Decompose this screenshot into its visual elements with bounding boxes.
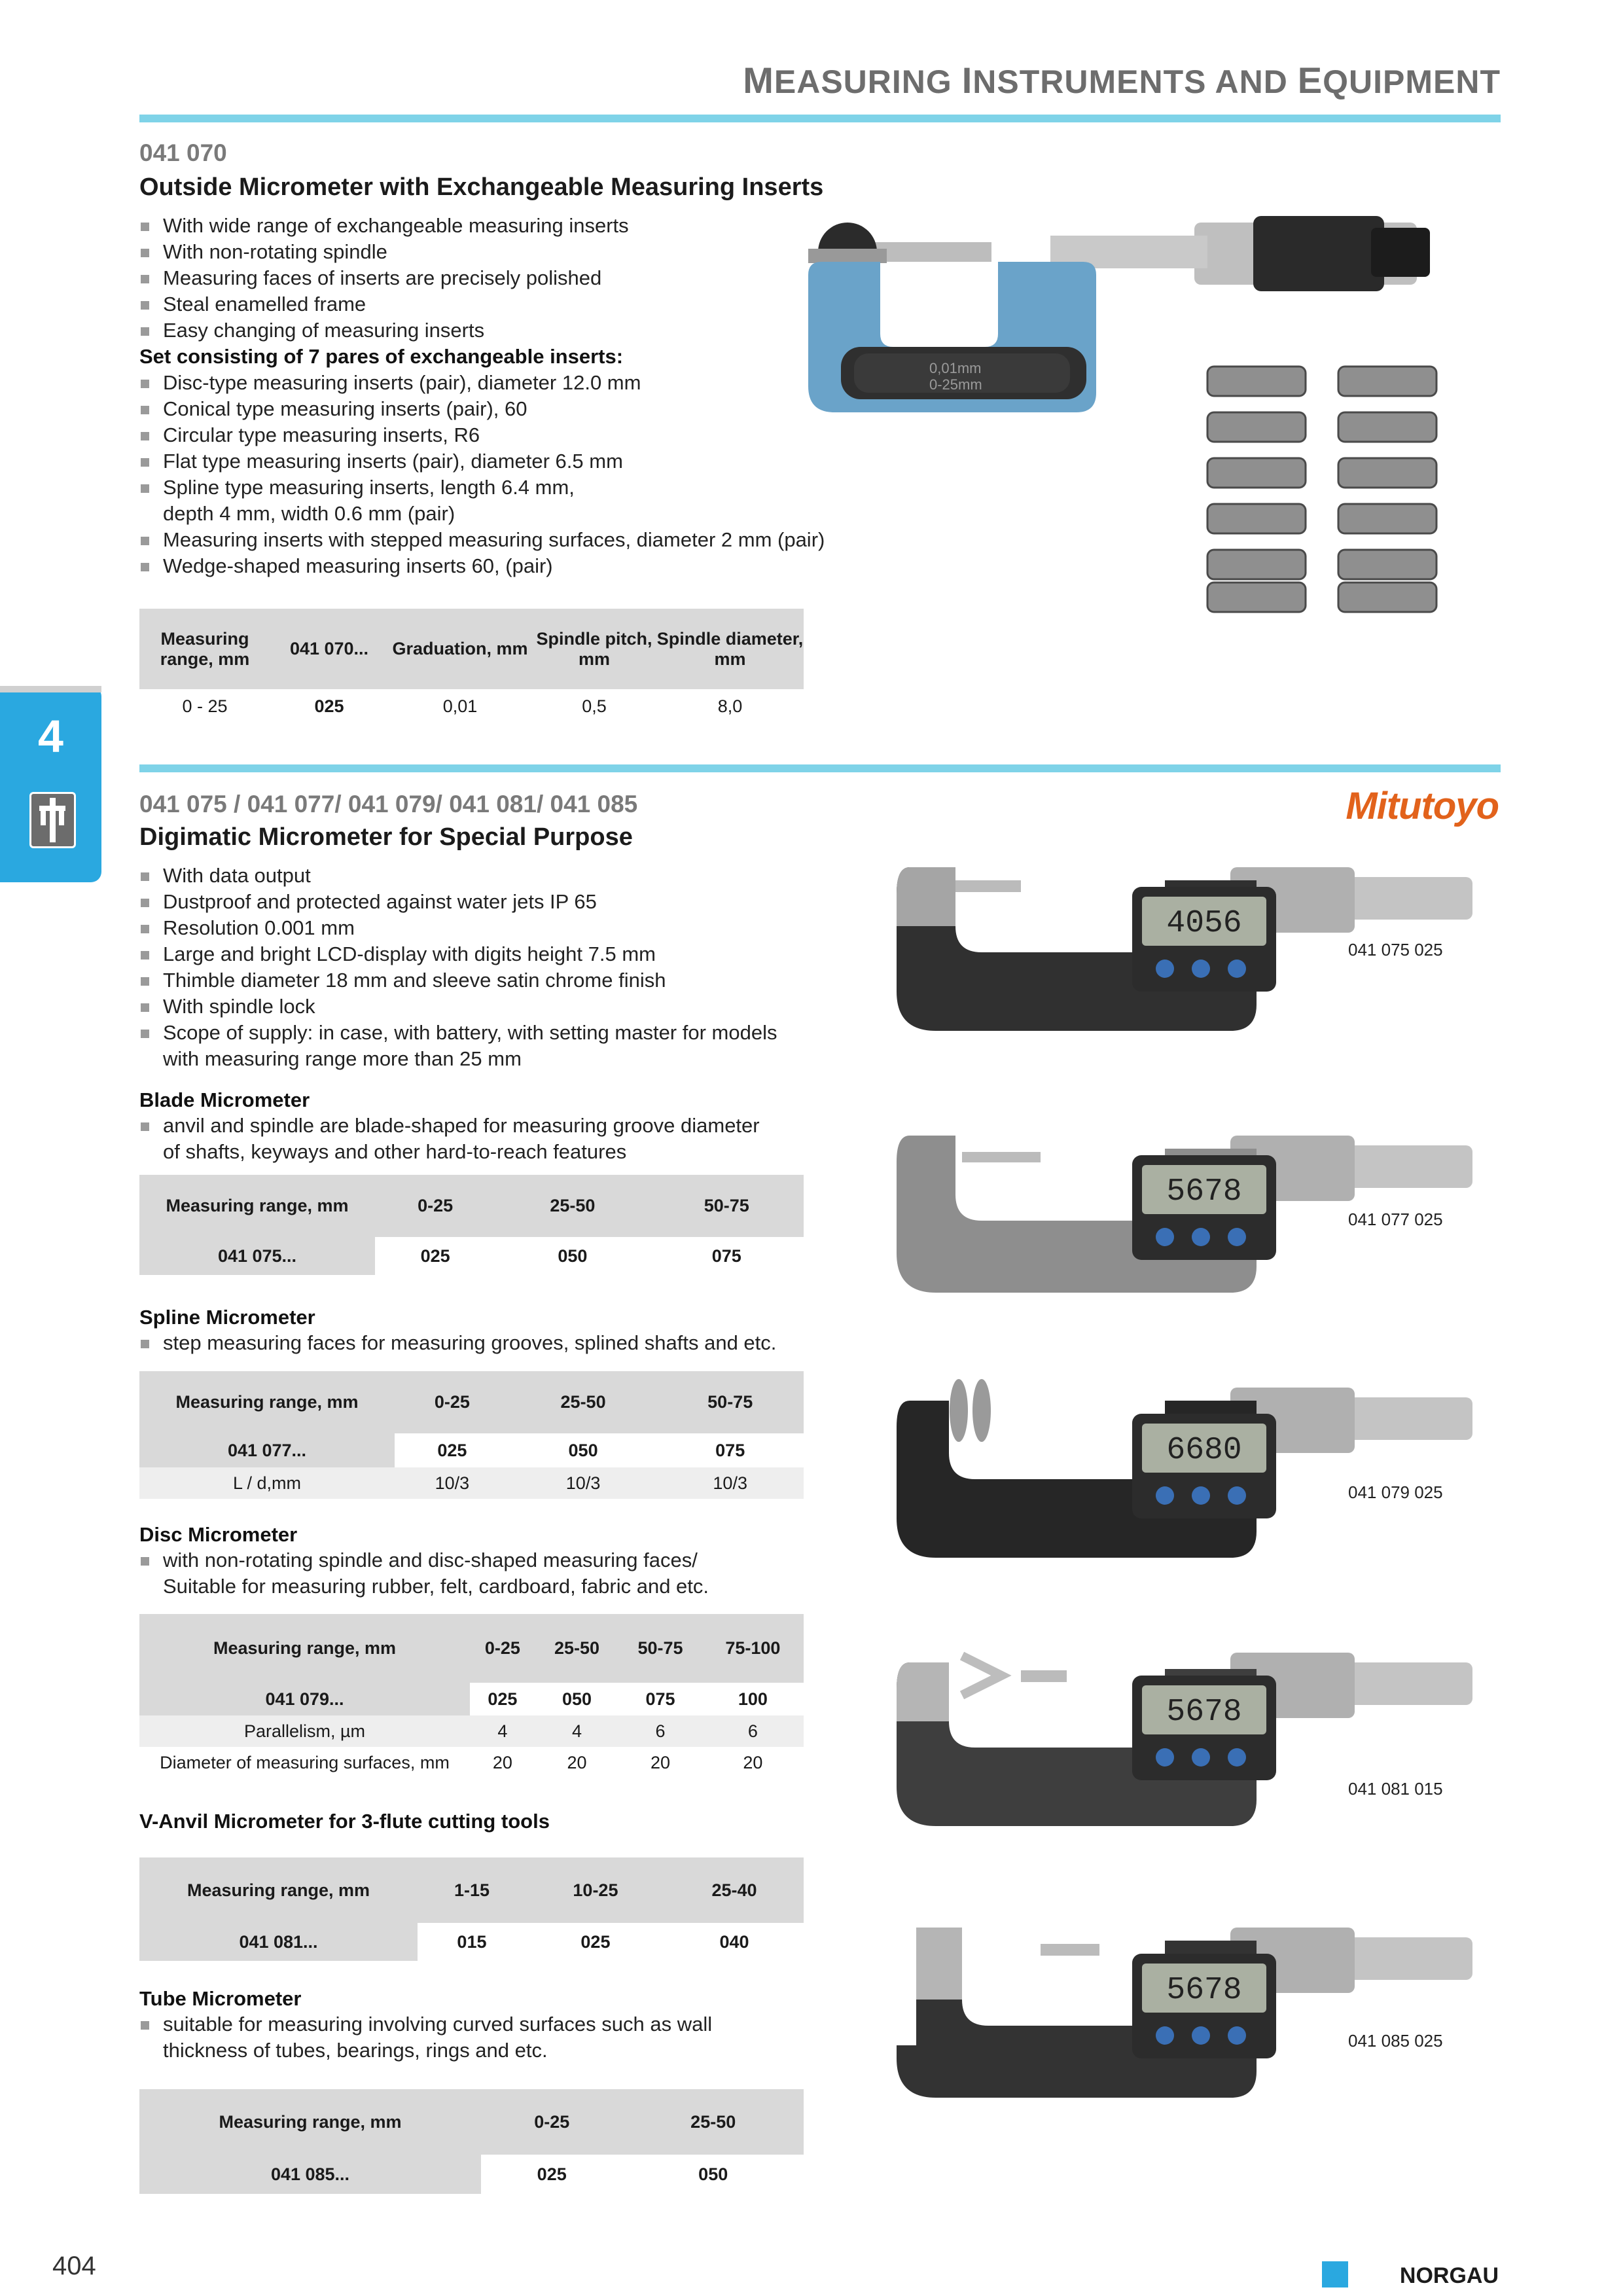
table-cell: 20: [650, 1752, 671, 1772]
table-header: 25-40: [665, 1857, 804, 1923]
section2-feature-list: [139, 863, 885, 1072]
table-cell: 025: [437, 1440, 467, 1460]
table-header: Spindle pitch, mm: [532, 609, 656, 689]
table-header: Measuring range, mm: [139, 1175, 375, 1237]
description-item: with non-rotating spindle and disc-shaped measuring faces/: [139, 1547, 885, 1573]
table-header: 25-50: [535, 1614, 619, 1683]
table-cell: 025: [488, 1689, 518, 1709]
vanvil-image-caption: 041 081 015: [1348, 1779, 1443, 1799]
table-row-label: 041 075...: [139, 1237, 375, 1275]
table-cell: 025: [537, 2164, 567, 2184]
section1-feature-list: [139, 213, 885, 579]
table-header: 0-25: [481, 2089, 622, 2155]
table-row-label: Parallelism, µm: [243, 1721, 366, 1741]
disc-image-caption: 041 079 025: [1348, 1482, 1443, 1502]
table-cell: 075: [645, 1689, 675, 1709]
table-cell: 050: [568, 1440, 598, 1460]
table-header: 0-25: [375, 1175, 495, 1237]
set-heading: Set consisting of 7 pares of exchangeable inserts:: [139, 345, 624, 368]
table-cell: 10/3: [565, 1473, 601, 1493]
section2-codes: 041 075 / 041 077/ 041 079/ 041 081/ 041 085: [139, 791, 638, 817]
table-cell: 6: [655, 1721, 666, 1741]
spline-lcd-reading: 5678: [1166, 1174, 1242, 1210]
feature-item: With spindle lock: [139, 994, 885, 1020]
table-header: 25-50: [622, 2089, 804, 2155]
table-cell: 050: [698, 2164, 728, 2184]
table-header: 25-50: [510, 1371, 657, 1433]
description-continuation: thickness of tubes, bearings, rings and etc.: [163, 2039, 548, 2062]
table-header: Measuring range, mm: [139, 1614, 470, 1683]
feature-item: Measuring faces of inserts are precisely polished: [139, 265, 885, 291]
table-header: 50-75: [618, 1614, 702, 1683]
description-continuation: Suitable for measuring rubber, felt, cardboard, fabric and etc.: [163, 1575, 709, 1598]
table-cell: 20: [492, 1752, 512, 1772]
table-cell: 075: [715, 1440, 745, 1460]
table-header: 50-75: [650, 1175, 804, 1237]
vanvil-table: [139, 1857, 804, 1961]
table-cell: 025: [314, 696, 344, 716]
spline-table: [139, 1371, 804, 1499]
spline-description: [139, 1330, 885, 1356]
table-cell: 0,5: [582, 696, 607, 716]
table-header: 0-25: [395, 1371, 510, 1433]
table-cell: 015: [457, 1931, 487, 1952]
blade-description: [139, 1113, 885, 1165]
disc-lcd-reading: 6680: [1166, 1433, 1242, 1468]
table-header: 25-50: [495, 1175, 649, 1237]
table-cell: 075: [711, 1246, 741, 1266]
vanvil-lcd-reading: 5678: [1166, 1695, 1242, 1730]
table-cell: 050: [562, 1689, 592, 1709]
page-header-title: MEASURING INSTRUMENTS AND EQUIPMENT: [743, 60, 1501, 101]
caliper-icon: [29, 792, 76, 848]
table-row-label: 041 085...: [139, 2155, 481, 2194]
table-cell: 20: [743, 1752, 763, 1772]
table-cell: 10/3: [435, 1473, 470, 1493]
brand-name: NORGAU: [1399, 2263, 1499, 2288]
blade-table: [139, 1175, 804, 1275]
table-header: 75-100: [702, 1614, 804, 1683]
chapter-tab-top-bar: [0, 686, 101, 692]
tube-lcd-reading: 5678: [1166, 1973, 1242, 2008]
set-item: Circular type measuring inserts, R6: [139, 422, 885, 448]
blade-heading: Blade Micrometer: [139, 1088, 310, 1111]
description-item: anvil and spindle are blade-shaped for measuring groove diameter: [139, 1113, 885, 1139]
table-row-label: 041 081...: [139, 1923, 418, 1961]
table-row-label: L / d,mm: [232, 1473, 302, 1493]
table-cell: 025: [580, 1931, 611, 1952]
feature-item: Scope of supply: in case, with battery, with setting master for models: [139, 1020, 885, 1046]
table-cell: 4: [497, 1721, 508, 1741]
feature-item: With wide range of exchangeable measuring inserts: [139, 213, 885, 239]
tube-table: [139, 2089, 804, 2194]
tube-micrometer-image: [890, 1914, 1479, 2111]
table-cell: 025: [420, 1246, 450, 1266]
brand-square-icon: [1322, 2261, 1348, 2287]
frame-label-range: 0-25mm: [929, 376, 982, 393]
set-item: Spline type measuring inserts, length 6.4 mm,: [139, 475, 885, 501]
table-header: Measuring range, mm: [139, 609, 270, 689]
disc-heading: Disc Micrometer: [139, 1523, 298, 1546]
table-header: Measuring range, mm: [139, 1857, 418, 1923]
chapter-number: 4: [38, 711, 63, 762]
table-cell: 0,01: [442, 696, 478, 716]
section2-rule: [139, 764, 1501, 772]
measuring-inserts-image: [1201, 357, 1476, 619]
set-item: Conical type measuring inserts (pair), 60: [139, 396, 885, 422]
table-header: Measuring range, mm: [139, 1371, 395, 1433]
disc-table: [139, 1614, 804, 1778]
blade-lcd-reading: 4056: [1166, 906, 1242, 941]
feature-item: Large and bright LCD-display with digits height 7.5 mm: [139, 941, 885, 967]
feature-item: Steal enamelled frame: [139, 291, 885, 317]
table-cell: 10/3: [713, 1473, 747, 1493]
description-continuation: of shafts, keyways and other hard-to-reach features: [163, 1140, 627, 1163]
vanvil-micrometer-image: [890, 1636, 1479, 1833]
table-header: 10-25: [526, 1857, 665, 1923]
table-header: 041 070...: [270, 609, 388, 689]
table-cell: 100: [738, 1689, 768, 1709]
table-header: Measuring range, mm: [139, 2089, 481, 2155]
section2-title: Digimatic Micrometer for Special Purpose: [139, 823, 633, 851]
table-cell: 040: [719, 1931, 749, 1952]
description-item: suitable for measuring involving curved surfaces such as wall: [139, 2011, 885, 2037]
tube-description: [139, 2011, 885, 2064]
section1-title: Outside Micrometer with Exchangeable Measuring Inserts: [139, 173, 824, 201]
section1-spec-table: [139, 609, 804, 723]
set-item: Disc-type measuring inserts (pair), diameter 12.0 mm: [139, 370, 885, 396]
feature-item: Dustproof and protected against water jets IP 65: [139, 889, 885, 915]
set-item: Wedge-shaped measuring inserts 60, (pair): [139, 553, 885, 579]
table-cell: 0 - 25: [182, 696, 228, 716]
frame-label-graduation: 0,01mm: [929, 360, 982, 376]
table-cell: 4: [572, 1721, 582, 1741]
description-item: step measuring faces for measuring grooves, splined shafts and etc.: [139, 1330, 885, 1356]
tube-heading: Tube Micrometer: [139, 1987, 302, 2010]
table-header: Graduation, mm: [388, 609, 532, 689]
vanvil-heading: V-Anvil Micrometer for 3-flute cutting tools: [139, 1810, 550, 1833]
mitutoyo-logo: Mitutoyo: [1346, 785, 1499, 827]
blade-image-caption: 041 075 025: [1348, 940, 1443, 960]
spline-image-caption: 041 077 025: [1348, 1210, 1443, 1229]
disc-micrometer-image: [890, 1374, 1479, 1571]
table-row-label: Diameter of measuring surfaces, mm: [160, 1752, 450, 1772]
feature-item: Resolution 0.001 mm: [139, 915, 885, 941]
feature-item: With non-rotating spindle: [139, 239, 885, 265]
set-item: Flat type measuring inserts (pair), diameter 6.5 mm: [139, 448, 885, 475]
feature-continuation: with measuring range more than 25 mm: [163, 1047, 522, 1070]
table-row-label: 041 079...: [139, 1683, 470, 1715]
header-rule: [139, 115, 1501, 122]
table-cell: 050: [558, 1246, 588, 1266]
spline-heading: Spline Micrometer: [139, 1306, 315, 1329]
set-item-continuation: depth 4 mm, width 0.6 mm (pair): [163, 502, 455, 525]
section1-code: 041 070: [139, 139, 227, 166]
table-cell: 20: [567, 1752, 587, 1772]
page-number: 404: [52, 2251, 96, 2280]
feature-item: Thimble diameter 18 mm and sleeve satin chrome finish: [139, 967, 885, 994]
feature-item: With data output: [139, 863, 885, 889]
set-item: Measuring inserts with stepped measuring surfaces, diameter 2 mm (pair): [139, 527, 885, 553]
feature-item: Easy changing of measuring inserts: [139, 317, 885, 344]
table-cell: 8,0: [717, 696, 743, 716]
table-header: 1-15: [418, 1857, 526, 1923]
disc-description: [139, 1547, 885, 1600]
tube-image-caption: 041 085 025: [1348, 2031, 1443, 2051]
table-header: Spindle diameter, mm: [656, 609, 804, 689]
table-cell: 6: [747, 1721, 758, 1741]
table-header: 0-25: [470, 1614, 535, 1683]
table-row-label: 041 077...: [139, 1433, 395, 1467]
table-header: 50-75: [656, 1371, 804, 1433]
